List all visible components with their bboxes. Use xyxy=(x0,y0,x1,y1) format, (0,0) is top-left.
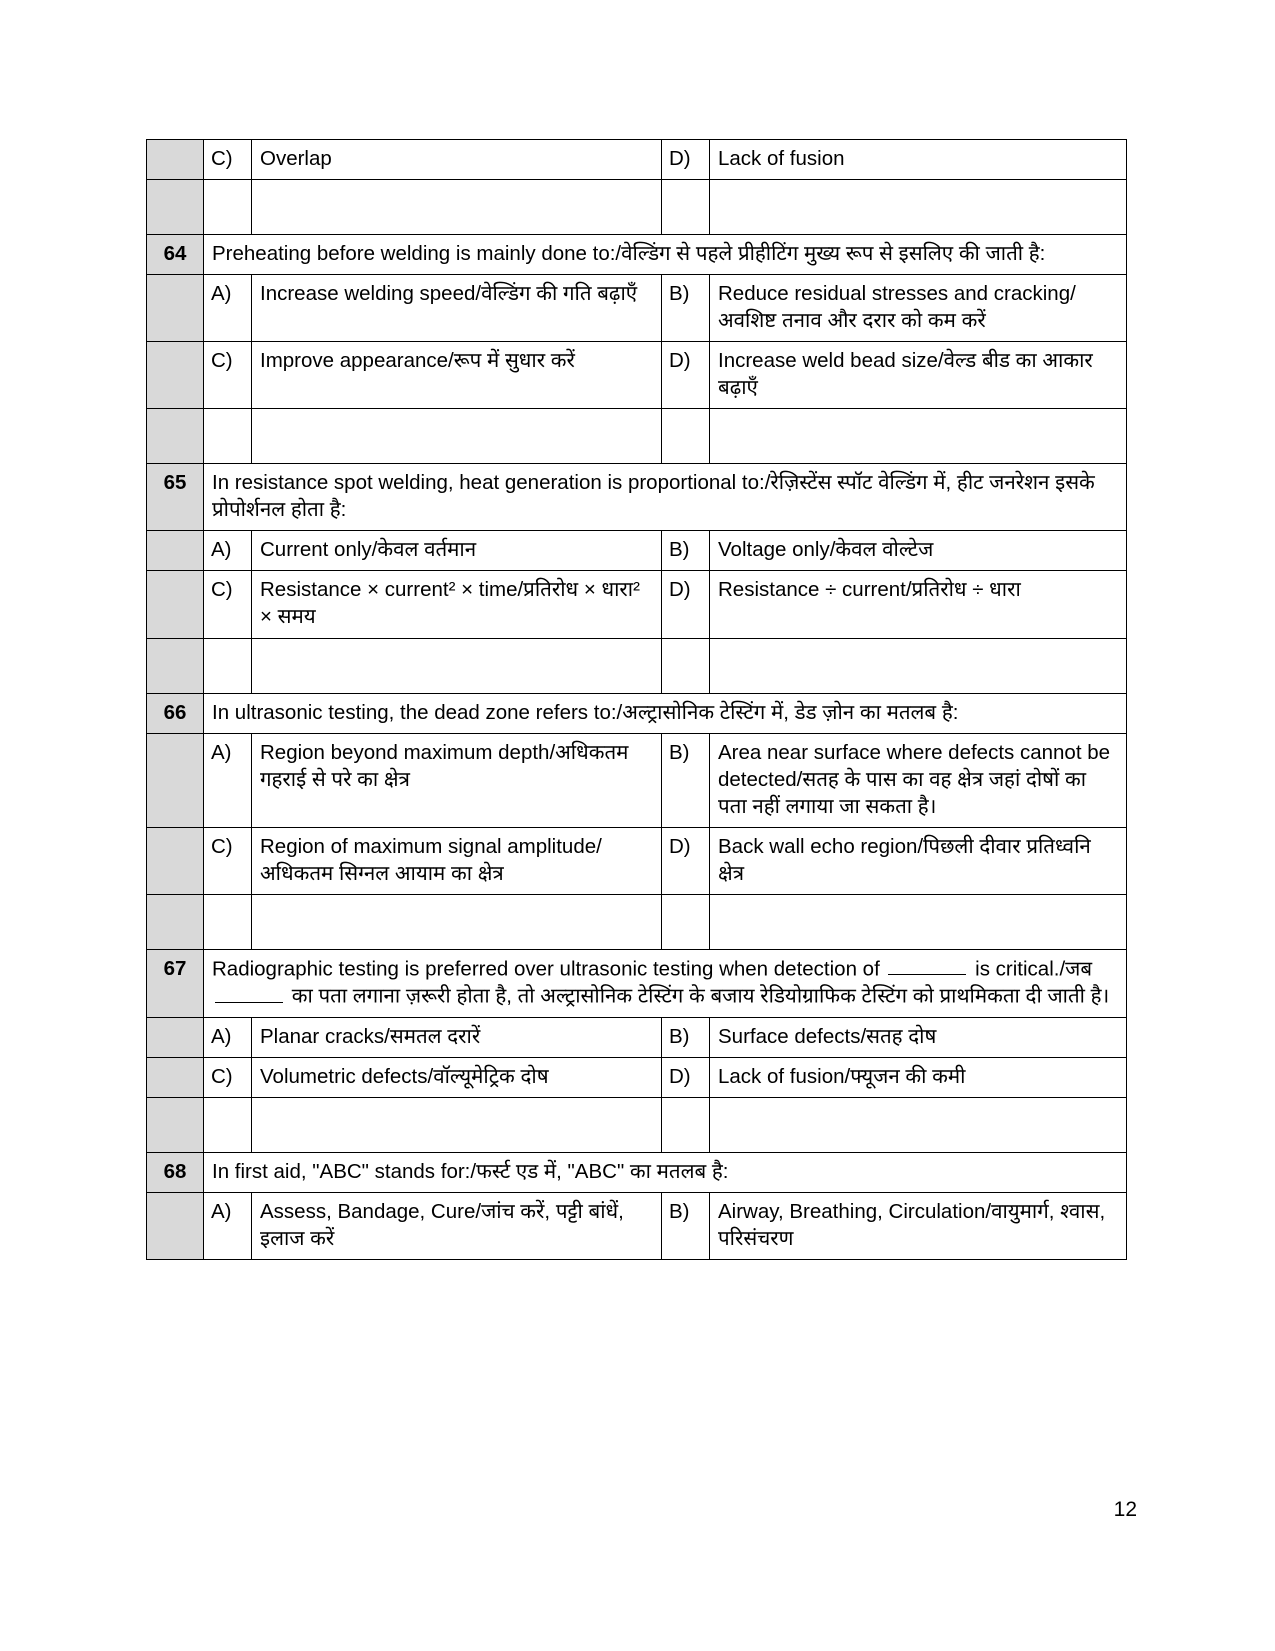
option-label-c: C) xyxy=(204,1057,252,1097)
option-text-68-a: Assess, Bandage, Cure/जांच करें, पट्टी बांधें, इलाज करें xyxy=(252,1192,662,1259)
row-number-blank xyxy=(147,1097,204,1152)
question-text-67-part3: का पता लगाना ज़रूरी होता है, तो अल्ट्रासोनिक टेस्टिंग के बजाय रेडियोग्राफिक टेस्टिंग को प्राथमिकता दी जाती है। xyxy=(286,984,1110,1008)
question-text-64: Preheating before welding is mainly done to:/वेल्डिंग से पहले प्रीहीटिंग मुख्य रूप से इसलिए की जाती है: xyxy=(204,235,1127,275)
option-text-64-a: Increase welding speed/वेल्डिंग की गति बढ़ाएँ xyxy=(252,275,662,342)
question-number-66: 66 xyxy=(147,693,204,733)
row-number-blank xyxy=(147,1017,204,1057)
question-row-67 xyxy=(147,949,1127,1017)
question-number-65: 65 xyxy=(147,464,204,531)
option-label-a: A) xyxy=(204,1192,252,1259)
table-row xyxy=(147,140,1127,180)
option-row-67-ab xyxy=(147,1017,1127,1057)
spacer-cell xyxy=(662,409,710,464)
option-label-b: B) xyxy=(662,531,710,571)
option-text-67-d: Lack of fusion/फ्यूजन की कमी xyxy=(710,1057,1127,1097)
option-text-66-c: Region of maximum signal amplitude/अधिकतम सिग्नल आयाम का क्षेत्र xyxy=(252,827,662,894)
spacer-cell xyxy=(662,638,710,693)
spacer-cell xyxy=(710,894,1127,949)
option-text-67-b: Surface defects/सतह दोष xyxy=(710,1017,1127,1057)
option-text-66-b: Area near surface where defects cannot be detected/सतह के पास का वह क्षेत्र जहां दोषों का पता नहीं लगाया जा सकता है। xyxy=(710,733,1127,827)
spacer-row xyxy=(147,409,1127,464)
row-number-blank xyxy=(147,140,204,180)
option-label-c: C) xyxy=(204,140,252,180)
option-label-c: C) xyxy=(204,571,252,638)
option-row-65-cd xyxy=(147,571,1127,638)
spacer-row xyxy=(147,180,1127,235)
row-number-blank xyxy=(147,531,204,571)
option-label-b: B) xyxy=(662,275,710,342)
spacer-cell xyxy=(662,180,710,235)
option-label-b: B) xyxy=(662,1017,710,1057)
question-number-64: 64 xyxy=(147,235,204,275)
option-text-64-b: Reduce residual stresses and cracking/अवशिष्ट तनाव और दरार को कम करें xyxy=(710,275,1127,342)
spacer-cell xyxy=(710,638,1127,693)
row-number-blank xyxy=(147,342,204,409)
question-number-68: 68 xyxy=(147,1152,204,1192)
spacer-cell xyxy=(204,1097,252,1152)
spacer-cell xyxy=(252,409,662,464)
question-table xyxy=(146,139,1127,1260)
row-number-blank xyxy=(147,827,204,894)
spacer-cell xyxy=(252,1097,662,1152)
option-row-68-ab xyxy=(147,1192,1127,1259)
option-label-b: B) xyxy=(662,1192,710,1259)
question-row-64 xyxy=(147,235,1127,275)
option-row-64-ab xyxy=(147,275,1127,342)
option-label-a: A) xyxy=(204,733,252,827)
question-row-65 xyxy=(147,464,1127,531)
spacer-cell xyxy=(252,180,662,235)
question-row-66 xyxy=(147,693,1127,733)
row-number-blank xyxy=(147,733,204,827)
option-text-67-c: Volumetric defects/वॉल्यूमेट्रिक दोष xyxy=(252,1057,662,1097)
spacer-cell xyxy=(204,894,252,949)
spacer-cell xyxy=(252,638,662,693)
question-text-65: In resistance spot welding, heat generation is proportional to:/रेज़िस्टेंस स्पॉट वेल्डिंग में, हीट जनरेशन इसके प्रोपोर्शनल होता है: xyxy=(204,464,1127,531)
option-label-a: A) xyxy=(204,531,252,571)
option-text-67-a: Planar cracks/समतल दरारें xyxy=(252,1017,662,1057)
question-text-68: In first aid, "ABC" stands for:/फर्स्ट एड में, "ABC" का मतलब है: xyxy=(204,1152,1127,1192)
page-number: 12 xyxy=(1113,1498,1137,1521)
question-number-67: 67 xyxy=(147,949,204,1017)
option-text-66-d: Back wall echo region/पिछली दीवार प्रतिध्वनि क्षेत्र xyxy=(710,827,1127,894)
spacer-cell xyxy=(710,409,1127,464)
option-text-65-c: Resistance × current² × time/प्रतिरोध × धारा² × समय xyxy=(252,571,662,638)
row-number-blank xyxy=(147,571,204,638)
row-number-blank xyxy=(147,894,204,949)
option-text-d: Lack of fusion xyxy=(710,140,1127,180)
option-row-64-cd xyxy=(147,342,1127,409)
spacer-cell xyxy=(252,894,662,949)
spacer-cell xyxy=(204,180,252,235)
spacer-row xyxy=(147,894,1127,949)
question-text-66: In ultrasonic testing, the dead zone refers to:/अल्ट्रासोनिक टेस्टिंग में, डेड ज़ोन का मतलब है: xyxy=(204,693,1127,733)
spacer-cell xyxy=(662,1097,710,1152)
option-label-d: D) xyxy=(662,140,710,180)
option-label-c: C) xyxy=(204,827,252,894)
row-number-blank xyxy=(147,638,204,693)
row-number-blank xyxy=(147,1057,204,1097)
question-text-67-part1: Radiographic testing is preferred over ultrasonic testing when detection of xyxy=(212,957,886,981)
option-label-d: D) xyxy=(662,1057,710,1097)
option-row-67-cd xyxy=(147,1057,1127,1097)
option-label-a: A) xyxy=(204,275,252,342)
option-row-66-cd xyxy=(147,827,1127,894)
question-text-67 xyxy=(204,949,1127,1017)
row-number-blank xyxy=(147,409,204,464)
option-row-66-ab xyxy=(147,733,1127,827)
question-row-68 xyxy=(147,1152,1127,1192)
fill-blank-1 xyxy=(888,955,966,975)
option-text-64-c: Improve appearance/रूप में सुधार करें xyxy=(252,342,662,409)
option-text-c: Overlap xyxy=(252,140,662,180)
option-text-65-b: Voltage only/केवल वोल्टेज xyxy=(710,531,1127,571)
row-number-blank xyxy=(147,275,204,342)
spacer-cell xyxy=(204,409,252,464)
option-text-64-d: Increase weld bead size/वेल्ड बीड का आकार बढ़ाएँ xyxy=(710,342,1127,409)
spacer-cell xyxy=(710,1097,1127,1152)
spacer-cell xyxy=(710,180,1127,235)
option-label-d: D) xyxy=(662,827,710,894)
question-text-67-part2: is critical./जब xyxy=(969,957,1093,981)
option-label-a: A) xyxy=(204,1017,252,1057)
option-text-65-d: Resistance ÷ current/प्रतिरोध ÷ धारा xyxy=(710,571,1127,638)
spacer-row xyxy=(147,1097,1127,1152)
option-label-d: D) xyxy=(662,342,710,409)
row-number-blank xyxy=(147,180,204,235)
option-text-66-a: Region beyond maximum depth/अधिकतम गहराई से परे का क्षेत्र xyxy=(252,733,662,827)
spacer-row xyxy=(147,638,1127,693)
row-number-blank xyxy=(147,1192,204,1259)
option-label-d: D) xyxy=(662,571,710,638)
option-text-68-b: Airway, Breathing, Circulation/वायुमार्ग, श्वास, परिसंचरण xyxy=(710,1192,1127,1259)
fill-blank-2 xyxy=(215,982,283,1002)
option-row-65-ab xyxy=(147,531,1127,571)
spacer-cell xyxy=(204,638,252,693)
option-text-65-a: Current only/केवल वर्तमान xyxy=(252,531,662,571)
spacer-cell xyxy=(662,894,710,949)
option-label-c: C) xyxy=(204,342,252,409)
option-label-b: B) xyxy=(662,733,710,827)
